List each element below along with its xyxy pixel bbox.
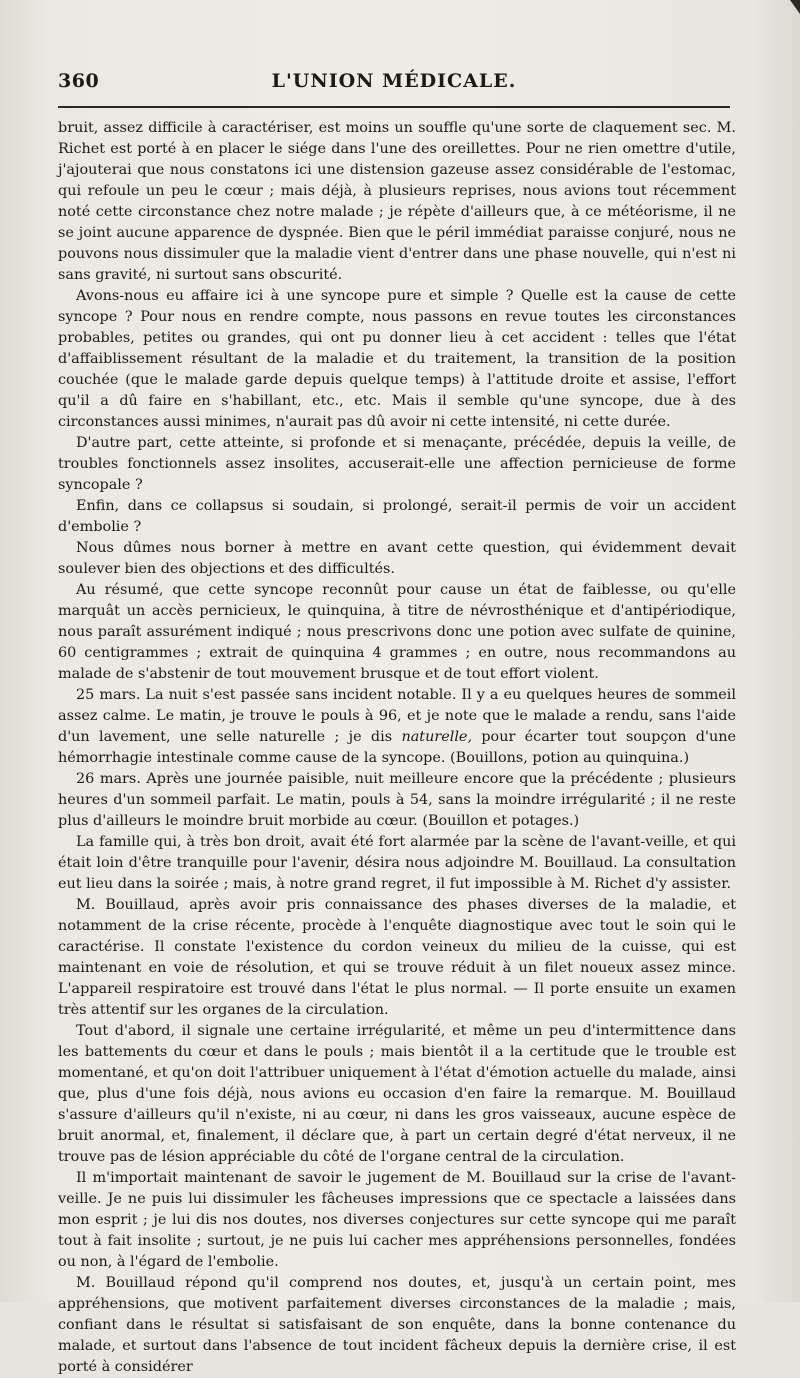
page-number: 360 (58, 70, 100, 92)
paragraph: Enfin, dans ce collapsus si soudain, si prolongé, serait-il permis de voir un accident d'embolie ? (58, 498, 736, 535)
page-corner-tear (790, 0, 800, 14)
page-header (58, 70, 730, 100)
emphasis-word: naturelle, (401, 729, 473, 745)
paragraph: Il m'importait maintenant de savoir le jugement de M. Bouillaud sur la crise de l'avant-veille. Je ne puis lui dissimuler les fâcheuses impressions que ce spectacle a laissées dans mon esprit ; je lui dis nos doutes, nos diverses conjectures sur cette syncope qui me paraît tout à fait insolite ; surtout, je ne puis lui cacher mes appréhensions personnelles, fondées ou non, à l'égard de l'embolie. (58, 1170, 736, 1270)
paragraph-text: 25 mars. La nuit s'est passée sans incident notable. Il y a eu quelques heures de sommeil assez calme. Le matin, je trouve le pouls à 96, et je note que le malade a rendu, sans l'aide d'un lavement, une selle naturelle ; je dis (58, 687, 736, 745)
paragraph: Tout d'abord, il signale une certaine irrégularité, et même un peu d'intermittence dans les battements du cœur et dans le pouls ; mais bientôt il a la certitude que le trouble est momentané, et qu'on doit l'attribuer uniquement à l'état d'émotion actuelle du malade, ainsi que, plus d'une fois déjà, nous avions eu occasion d'en faire la remarque. M. Bouillaud s'assure d'ailleurs qu'il n'existe, ni au cœur, ni dans les gros vaisseaux, aucune espèce de bruit anormal, et, finalement, il déclare que, à part un certain degré d'état nerveux, il ne trouve pas de lésion appréciable du côté de l'organe central de la circulation. (58, 1023, 736, 1165)
running-title: L'UNION MÉDICALE. (271, 70, 517, 92)
paragraph: M. Bouillaud répond qu'il comprend nos doutes, et, jusqu'à un certain point, mes appréhensions, que motivent parfaitement diverses circonstances de la maladie ; mais, confiant dans le résultat si satisfaisant de son enquête, dans la bonne contenance du malade, et surtout dans l'absence de tout incident fâcheux depuis la dernière crise, il est porté à considérer (58, 1275, 736, 1375)
header-rule (58, 106, 730, 108)
paragraph: La famille qui, à très bon droit, avait été fort alarmée par la scène de l'avant-veille, et qui était loin d'être tranquille pour l'avenir, désira nous adjoindre M. Bouillaud. La consultation eut lieu dans la soirée ; mais, à notre grand regret, il fut impossible à M. Richet d'y assister. (58, 834, 736, 892)
paragraph: bruit, assez difficile à caractériser, est moins un souffle qu'une sorte de claquement sec. M. Richet est porté à en placer le siége dans l'une des oreillettes. Pour ne rien omettre d'utile, j'ajouterai que nous constatons ici une distension gazeuse assez considérable de l'estomac, qui refoule un peu le cœur ; mais déjà, à plusieurs reprises, nous avions tout récemment noté cette circonstance chez notre malade ; je répète d'ailleurs que, à ce météorisme, il ne se joint aucune apparence de dyspnée. Bien que le péril immédiat paraisse conjuré, nous ne pouvons nous dissimuler que la maladie vient d'entrer dans une phase nouvelle, qui n'est ni sans gravité, ni surtout sans obscurité. (58, 120, 736, 283)
paragraph: D'autre part, cette atteinte, si profonde et si menaçante, précédée, depuis la veille, de troubles fonctionnels assez insolites, accuserait-elle une affection pernicieuse de forme syncopale ? (58, 435, 736, 493)
paragraph: M. Bouillaud, après avoir pris connaissance des phases diverses de la maladie, et notamment de la crise récente, procède à l'enquête diagnostique avec tout le soin qui le caractérise. Il constate l'existence du cordon veineux du milieu de la cuisse, qui est maintenant en voie de résolution, et qui se trouve réduit à un filet noueux assez mince. L'appareil respiratoire est trouvé dans l'état le plus normal. — Il porte ensuite un examen très attentif sur les organes de la circulation. (58, 897, 736, 1018)
paragraph: Avons-nous eu affaire ici à une syncope pure et simple ? Quelle est la cause de cette syncope ? Pour nous en rendre compte, nous passons en revue toutes les circonstances probables, petites ou grandes, qui ont pu donner lieu à cet accident : telles que l'état d'affaiblissement résultant de la maladie et du traitement, la transition de la position couchée (que le malade garde depuis quelque temps) à l'attitude droite et assise, l'effort qu'il a dû faire en s'habillant, etc., etc. Mais il semble qu'une syncope, due à des circonstances aussi minimes, n'aurait pas dû avoir ni cette intensité, ni cette durée. (58, 288, 736, 430)
body-text (58, 118, 736, 1378)
paragraph-text-after: pour écarter tout soupçon d'une hémorrhagie intestinale comme cause de la syncope. (Bouillons, potion au quinquina.) (58, 729, 736, 766)
paragraph: Nous dûmes nous borner à mettre en avant cette question, qui évidemment devait soulever bien des objections et des difficultés. (58, 540, 736, 577)
paragraph (58, 685, 736, 769)
paragraph: Au résumé, que cette syncope reconnût pour cause un état de faiblesse, ou qu'elle marquât un accès pernicieux, le quinquina, à titre de névrosthénique et d'antipériodique, nous paraît assurément indiqué ; nous prescrivons donc une potion avec sulfate de quinine, 60 centigrammes ; extrait de quinquina 4 grammes ; en outre, nous recommandons au malade de s'abstenir de tout mouvement brusque et de tout effort violent. (58, 582, 736, 682)
paragraph: 26 mars. Après une journée paisible, nuit meilleure encore que la précédente ; plusieurs heures d'un sommeil parfait. Le matin, pouls à 54, sans la moindre irrégularité ; il ne reste plus d'ailleurs le moindre bruit morbide au cœur. (Bouillon et potages.) (58, 771, 736, 829)
